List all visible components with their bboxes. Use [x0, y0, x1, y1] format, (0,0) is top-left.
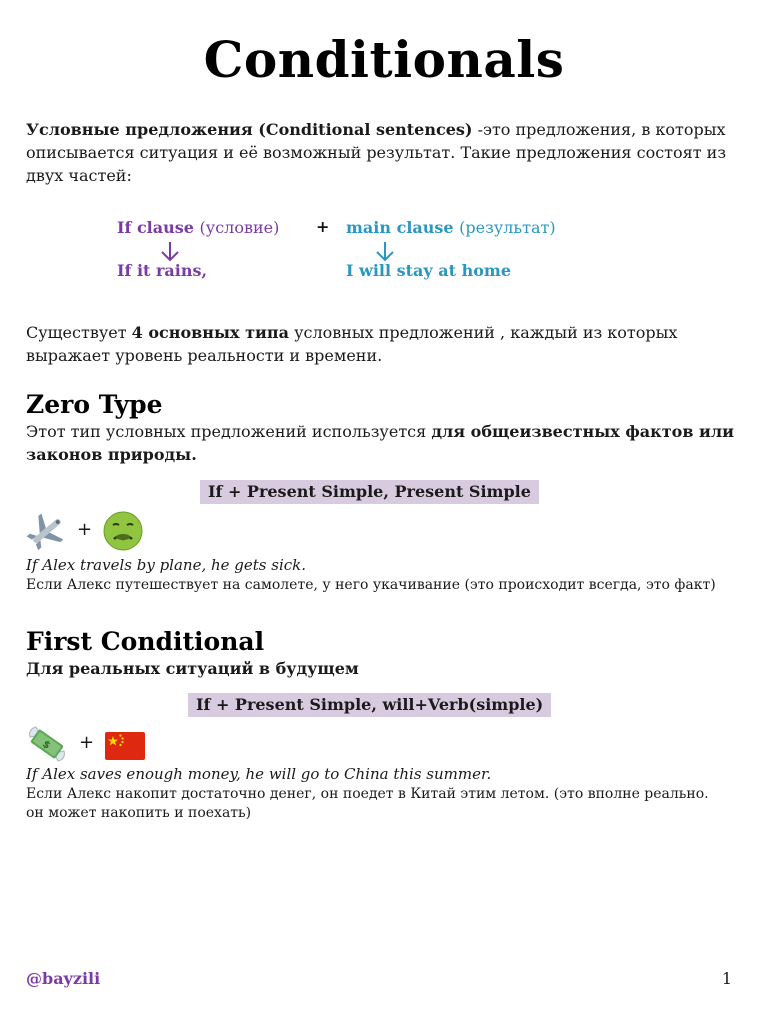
page-title: Conditionals	[203, 30, 565, 89]
first-formula: If + Present Simple, will+Verb(simple)	[188, 693, 551, 717]
svg-text:$: $	[40, 738, 53, 752]
money-with-wings-icon	[26, 723, 68, 765]
main-clause-example: I will stay at home	[346, 261, 512, 280]
intro-bold: Условные предложения (Conditional sentences)	[26, 120, 473, 139]
zero-type-heading: Zero Type	[26, 390, 163, 419]
zero-example: If Alex travels by plane, he gets sick.	[26, 556, 307, 574]
if-clause-example: If it rains,	[117, 261, 208, 280]
airplane-icon	[26, 510, 68, 552]
nauseated-face-icon	[102, 510, 144, 552]
types-text-rest: условных предложений , каждый из которых выражает уровень реальности и времени.	[26, 323, 678, 365]
types-paragraph	[26, 321, 742, 367]
arrow-down-icon	[159, 241, 181, 263]
scheme-plus: +	[316, 217, 330, 236]
zero-type-description	[26, 420, 742, 466]
intro-text: -это предложения, в которых описывается ситуация и её возможный результат. Такие предложения состоят из двух частей:	[26, 120, 727, 185]
first-conditional-heading: First Conditional	[26, 627, 265, 656]
if-clause-text: If clause	[117, 218, 194, 237]
first-example: If Alex saves enough money, he will go to China this summer.	[26, 765, 492, 783]
intro-paragraph	[26, 118, 742, 187]
author-handle: @bayzili	[26, 969, 101, 988]
types-bold: 4 основных типа	[131, 323, 289, 342]
main-clause-note: (результат)	[459, 218, 556, 237]
if-clause-label	[117, 218, 279, 237]
page-number: 1	[721, 969, 732, 988]
arrow-down-icon	[374, 241, 396, 263]
if-clause-note: (условие)	[199, 218, 280, 237]
zero-desc-bold: для общеизвестных фактов или законов природы.	[26, 422, 735, 464]
types-text: Существует	[26, 323, 132, 342]
zero-plus: +	[77, 519, 93, 540]
zero-translation: Если Алекс путешествует на самолете, у него укачивание (это происходит всегда, это факт)	[26, 577, 716, 593]
china-flag-icon	[104, 725, 146, 767]
main-clause-label	[346, 218, 556, 237]
first-translation: Если Алекс накопит достаточно денег, он поедет в Китай этим летом. (это вполне реально. он может накопить и поехать)	[26, 786, 709, 821]
zero-formula: If + Present Simple, Present Simple	[200, 480, 539, 504]
zero-desc-text: Этот тип условных предложений используется	[26, 422, 432, 441]
first-conditional-description: Для реальных ситуаций в будущем	[26, 659, 359, 678]
main-clause-text: main clause	[346, 218, 454, 237]
first-plus: +	[79, 732, 95, 753]
